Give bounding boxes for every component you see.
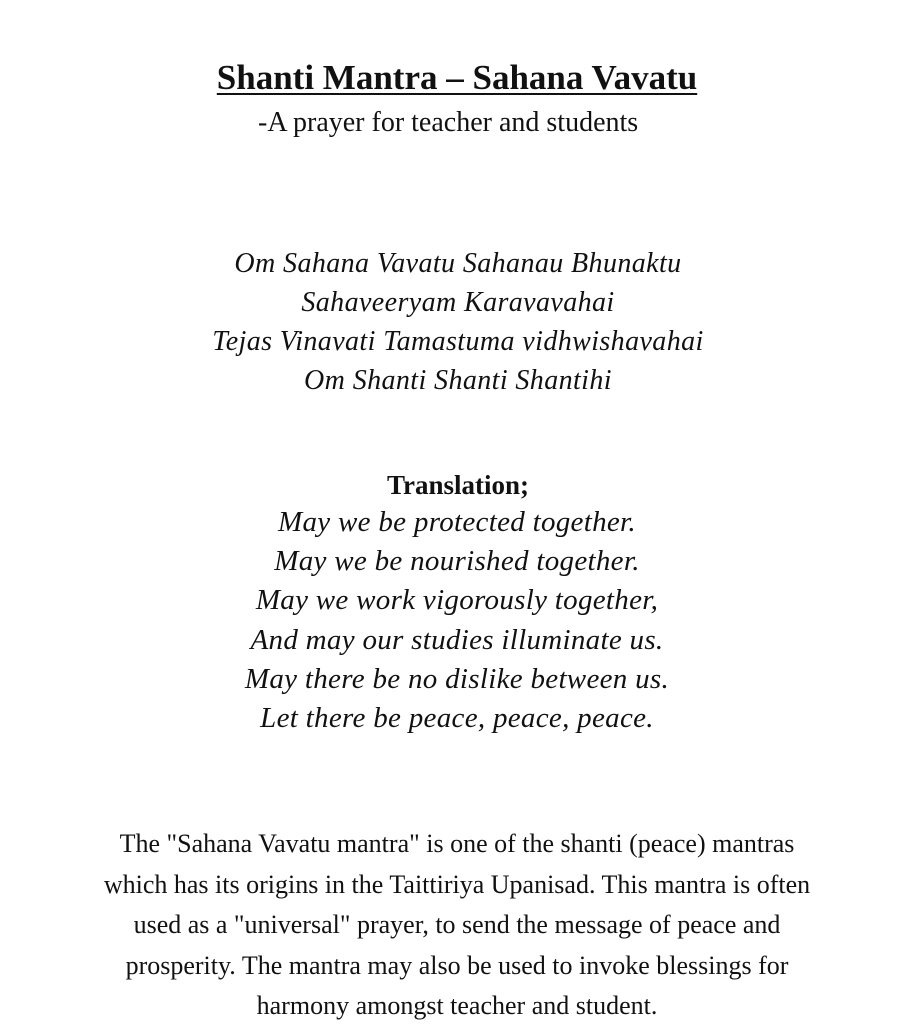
- mantra-line: Tejas Vinavati Tamastuma vidhwishavahai: [212, 326, 704, 357]
- description-line: prosperity. The mantra may also be used to invoke blessings for: [125, 950, 789, 980]
- mantra-line: Om Shanti Shanti Shantihi: [304, 365, 612, 396]
- description-line: harmony amongst teacher and student.: [256, 991, 658, 1020]
- translation-line: Let there be peace, peace, peace.: [260, 702, 654, 735]
- document-title: Shanti Mantra – Sahana Vavatu: [216, 58, 698, 97]
- description-line: which has its origins in the Taittiriya Upanisad. This mantra is often: [103, 869, 811, 899]
- description-paragraph: [0, 824, 914, 1027]
- description-line: used as a "universal" prayer, to send the message of peace and: [133, 910, 781, 939]
- translation-verse: [0, 503, 914, 738]
- mantra-line: Om Sahana Vavatu Sahanau Bhunaktu: [234, 248, 682, 279]
- translation-line: May there be no dislike between us.: [244, 662, 670, 695]
- description-line: The "Sahana Vavatu mantra" is one of the shanti (peace) mantras: [119, 829, 795, 858]
- document-subtitle: -A prayer for teacher and students: [258, 107, 639, 138]
- translation-line: May we be nourished together.: [274, 545, 640, 578]
- mantra-line: Sahaveeryam Karavavahai: [301, 287, 615, 318]
- mantra-verse: [0, 244, 916, 400]
- translation-line: And may our studies illuminate us.: [250, 623, 664, 656]
- translation-line: May we be protected together.: [278, 506, 636, 538]
- translation-line: May we work vigorously together,: [255, 584, 659, 617]
- translation-heading: Translation;: [386, 470, 529, 500]
